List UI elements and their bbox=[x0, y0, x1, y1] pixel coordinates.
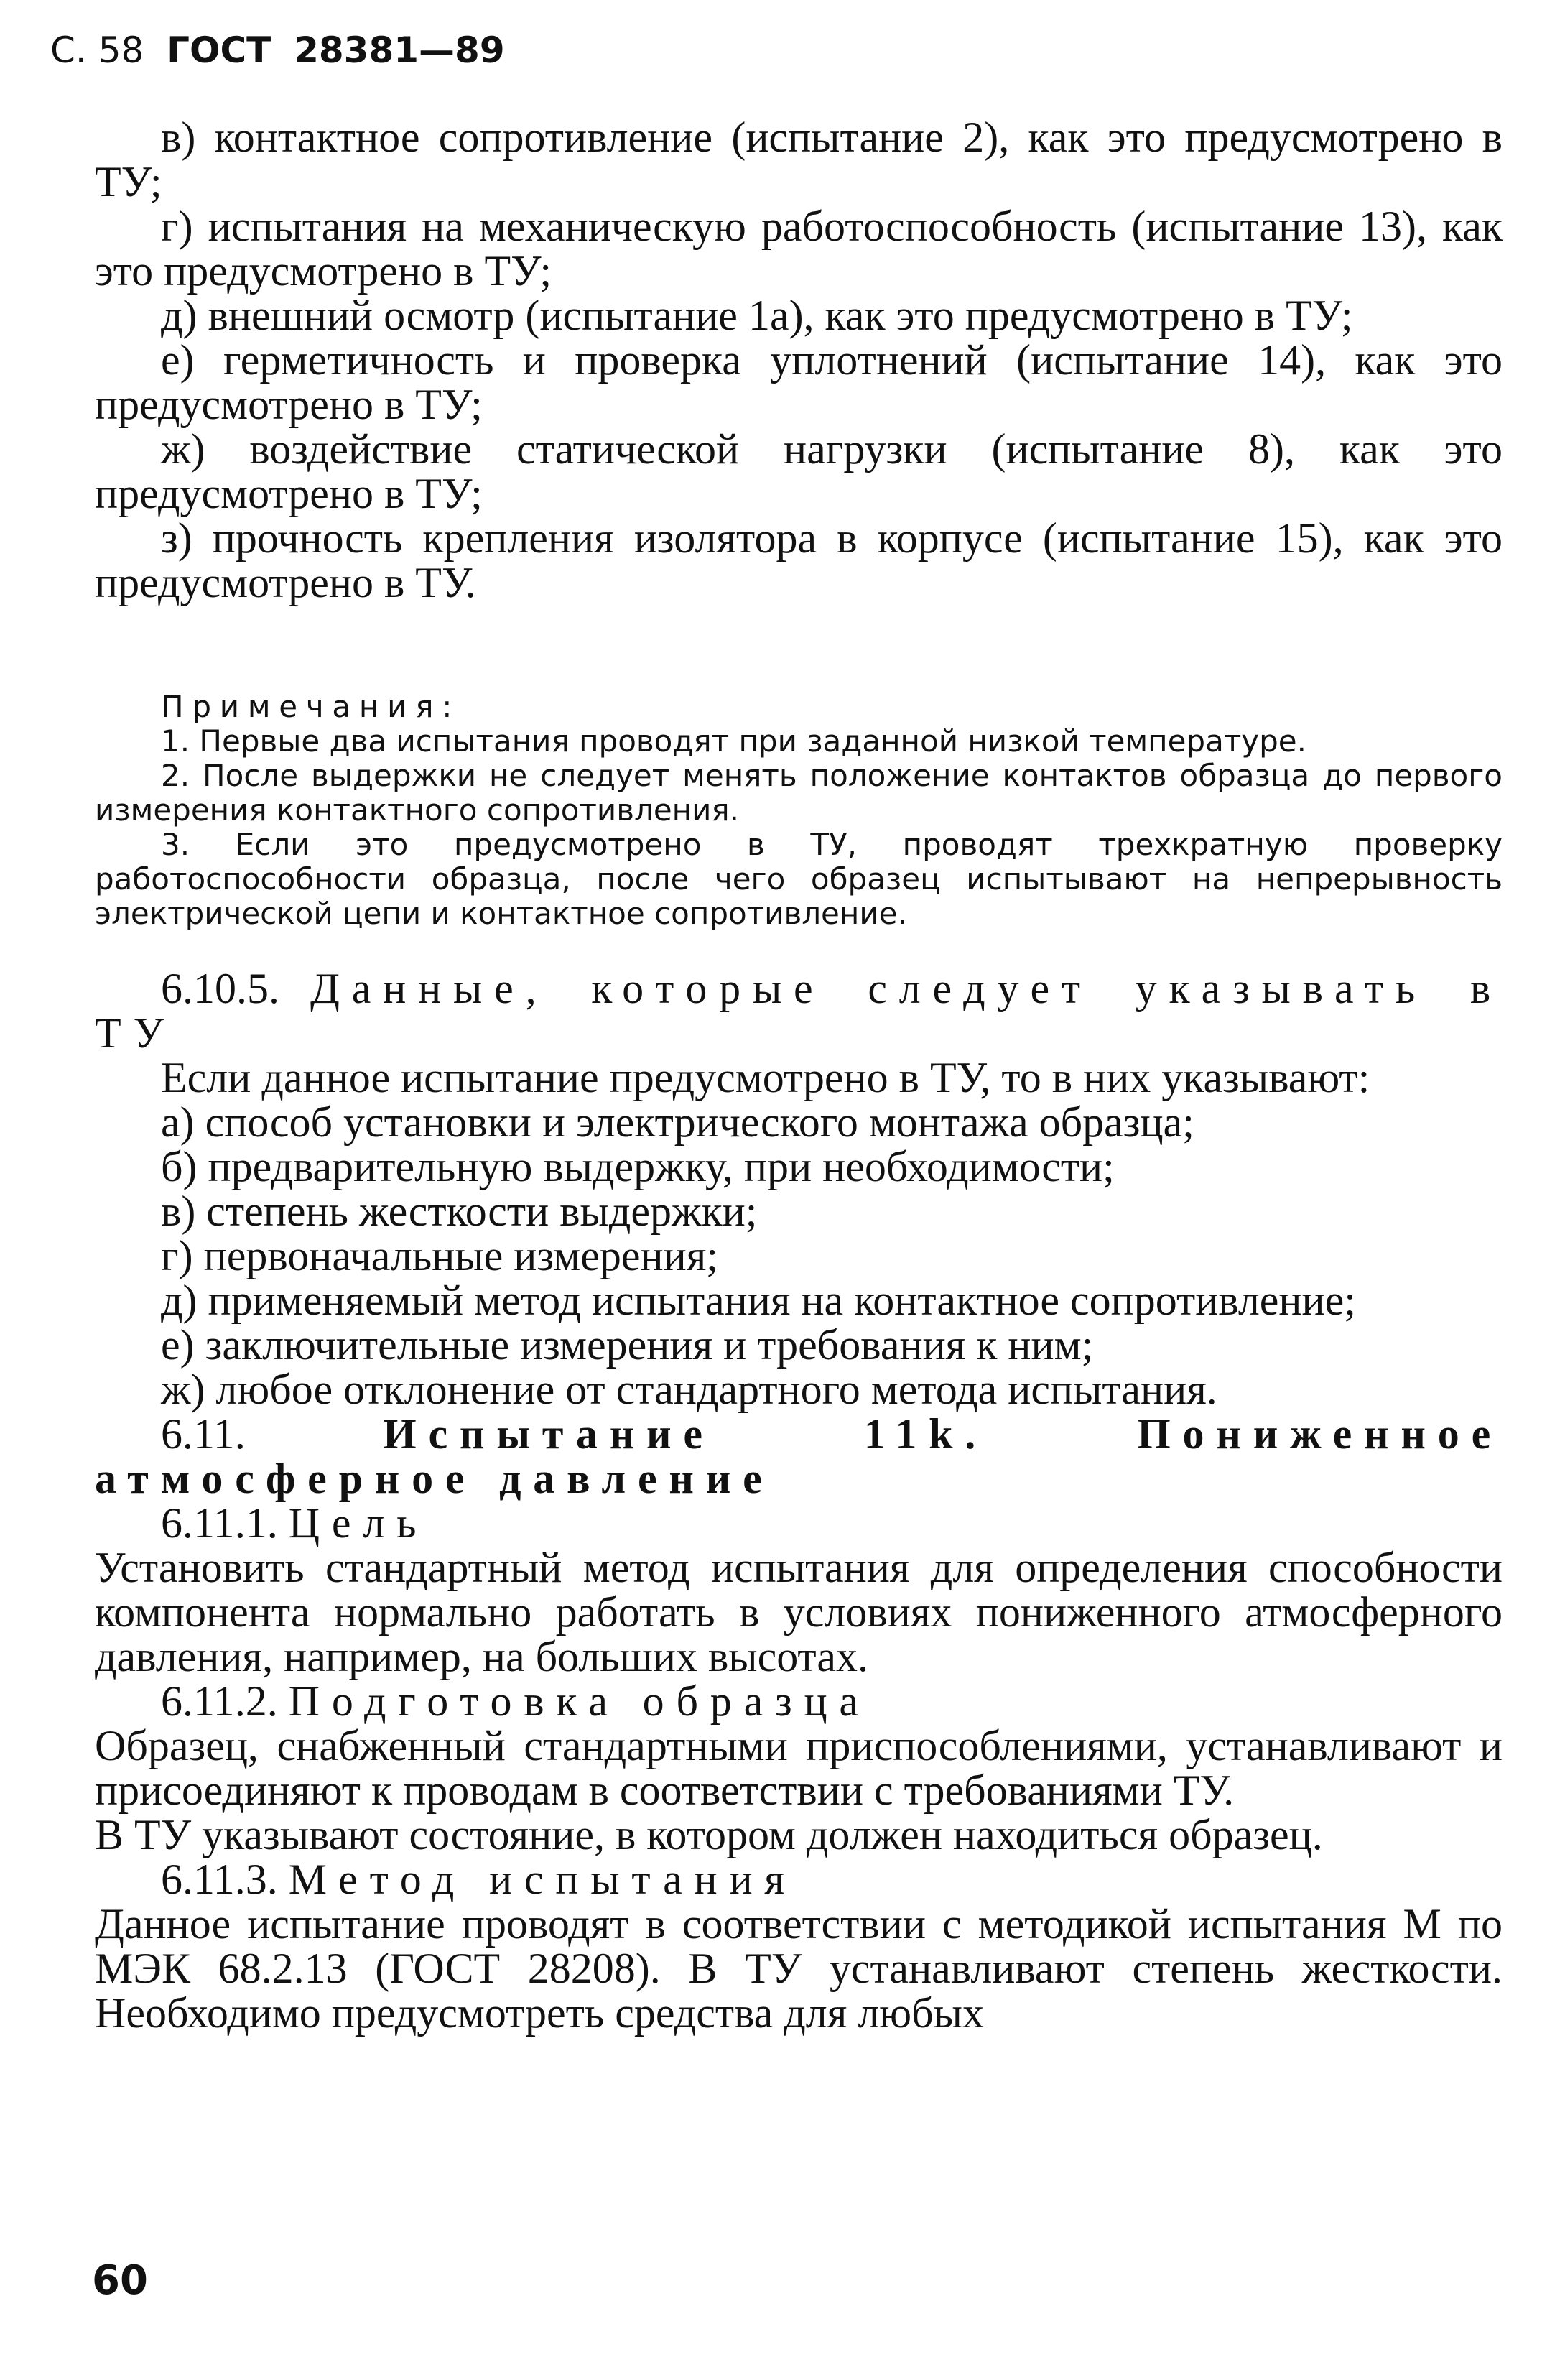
section-title: Цель bbox=[288, 1499, 429, 1547]
list-item: а) способ установки и электрического монтажа образца; bbox=[161, 1098, 1194, 1146]
page-number: 60 bbox=[92, 2257, 148, 2304]
note-item: 3. Если это предусмотрено в ТУ, проводят трехкратную проверку работоспособности образца, после чего образец испытывают на непрерывность электрической цепи и контактное сопротивление. bbox=[95, 827, 1503, 931]
header-standard: ГОСТ bbox=[167, 29, 271, 71]
list-item: д) применяемый метод испытания на контактное сопротивление; bbox=[161, 1277, 1356, 1324]
section-title: Подготовка образца bbox=[288, 1677, 870, 1725]
paragraph: Установить стандартный метод испытания для определения способности компонента нормально работать в условиях пониженного атмосферного давления, например, на больших высотах. bbox=[95, 1544, 1503, 1680]
header-standard-number: 28381—89 bbox=[294, 29, 505, 71]
note-item: 1. Первые два испытания проводят при заданной низкой температуре. bbox=[161, 723, 1306, 759]
section-number: 6.11.1. bbox=[161, 1499, 278, 1547]
section-title: Метод испытания bbox=[288, 1856, 797, 1903]
section-title: Данные, которые следует указывать в ТУ bbox=[95, 965, 1503, 1057]
section-title: Испытание 11k. Пониженное атмосферное давление bbox=[95, 1410, 1503, 1502]
note-item: 2. После выдержки не следует менять положение контактов образца до первого измерения контактного сопротивления. bbox=[95, 758, 1503, 828]
section-number: 6.11.3. bbox=[161, 1856, 278, 1903]
list-item: д) внешний осмотр (испытание 1а), как это предусмотрено в ТУ; bbox=[161, 292, 1353, 339]
test-sequence-list bbox=[95, 115, 1503, 605]
list-item: б) предварительную выдержку, при необходимости; bbox=[161, 1143, 1115, 1190]
section-number: 6.10.5. bbox=[161, 965, 279, 1012]
header-page-ref: С. 58 bbox=[50, 29, 144, 71]
section-number: 6.11.2. bbox=[161, 1677, 278, 1725]
list-item: ж) воздействие статической нагрузки (испытание 8), как это предусмотрено в ТУ; bbox=[95, 425, 1503, 517]
list-item: з) прочность крепления изолятора в корпусе (испытание 15), как это предусмотрено в ТУ. bbox=[95, 514, 1503, 606]
paragraph: Данное испытание проводят в соответствии с методикой испытания М по МЭК 68.2.13 (ГОСТ 28208). В ТУ устанавливают степень жесткости. Необходимо предусмотреть средства для любых bbox=[95, 1900, 1503, 2037]
section-heading bbox=[95, 1679, 1503, 1723]
paragraph: Если данное испытание предусмотрено в ТУ, то в них указывают: bbox=[161, 1054, 1370, 1101]
list-item: в) контактное сопротивление (испытание 2), как это предусмотрено в ТУ; bbox=[95, 114, 1503, 205]
notes-block bbox=[95, 690, 1503, 931]
list-item: в) степень жесткости выдержки; bbox=[161, 1187, 758, 1235]
list-item: г) первоначальные измерения; bbox=[161, 1232, 718, 1279]
list-item: г) испытания на механическую работоспособность (испытание 13), как это предусмотрено в ТУ; bbox=[95, 203, 1503, 295]
section-heading bbox=[95, 1501, 1503, 1545]
section-number: 6.11. bbox=[161, 1410, 246, 1458]
list-item: е) герметичность и проверка уплотнений (испытание 14), как это предусмотрено в ТУ; bbox=[95, 336, 1503, 428]
list-item: е) заключительные измерения и требования к ним; bbox=[161, 1321, 1094, 1369]
section-heading bbox=[95, 1412, 1503, 1501]
running-header bbox=[50, 22, 505, 79]
section-heading bbox=[95, 1857, 1503, 1902]
main-body bbox=[95, 966, 1503, 2035]
section-heading bbox=[95, 966, 1503, 1055]
paragraph: Образец, снабженный стандартными приспособлениями, устанавливают и присоединяют к проводам в соответствии с требованиями ТУ. bbox=[95, 1722, 1503, 1814]
notes-title: Примечания: bbox=[161, 689, 461, 724]
list-item: ж) любое отклонение от стандартного метода испытания. bbox=[161, 1366, 1217, 1413]
paragraph: В ТУ указывают состояние, в котором должен находиться образец. bbox=[95, 1811, 1323, 1858]
